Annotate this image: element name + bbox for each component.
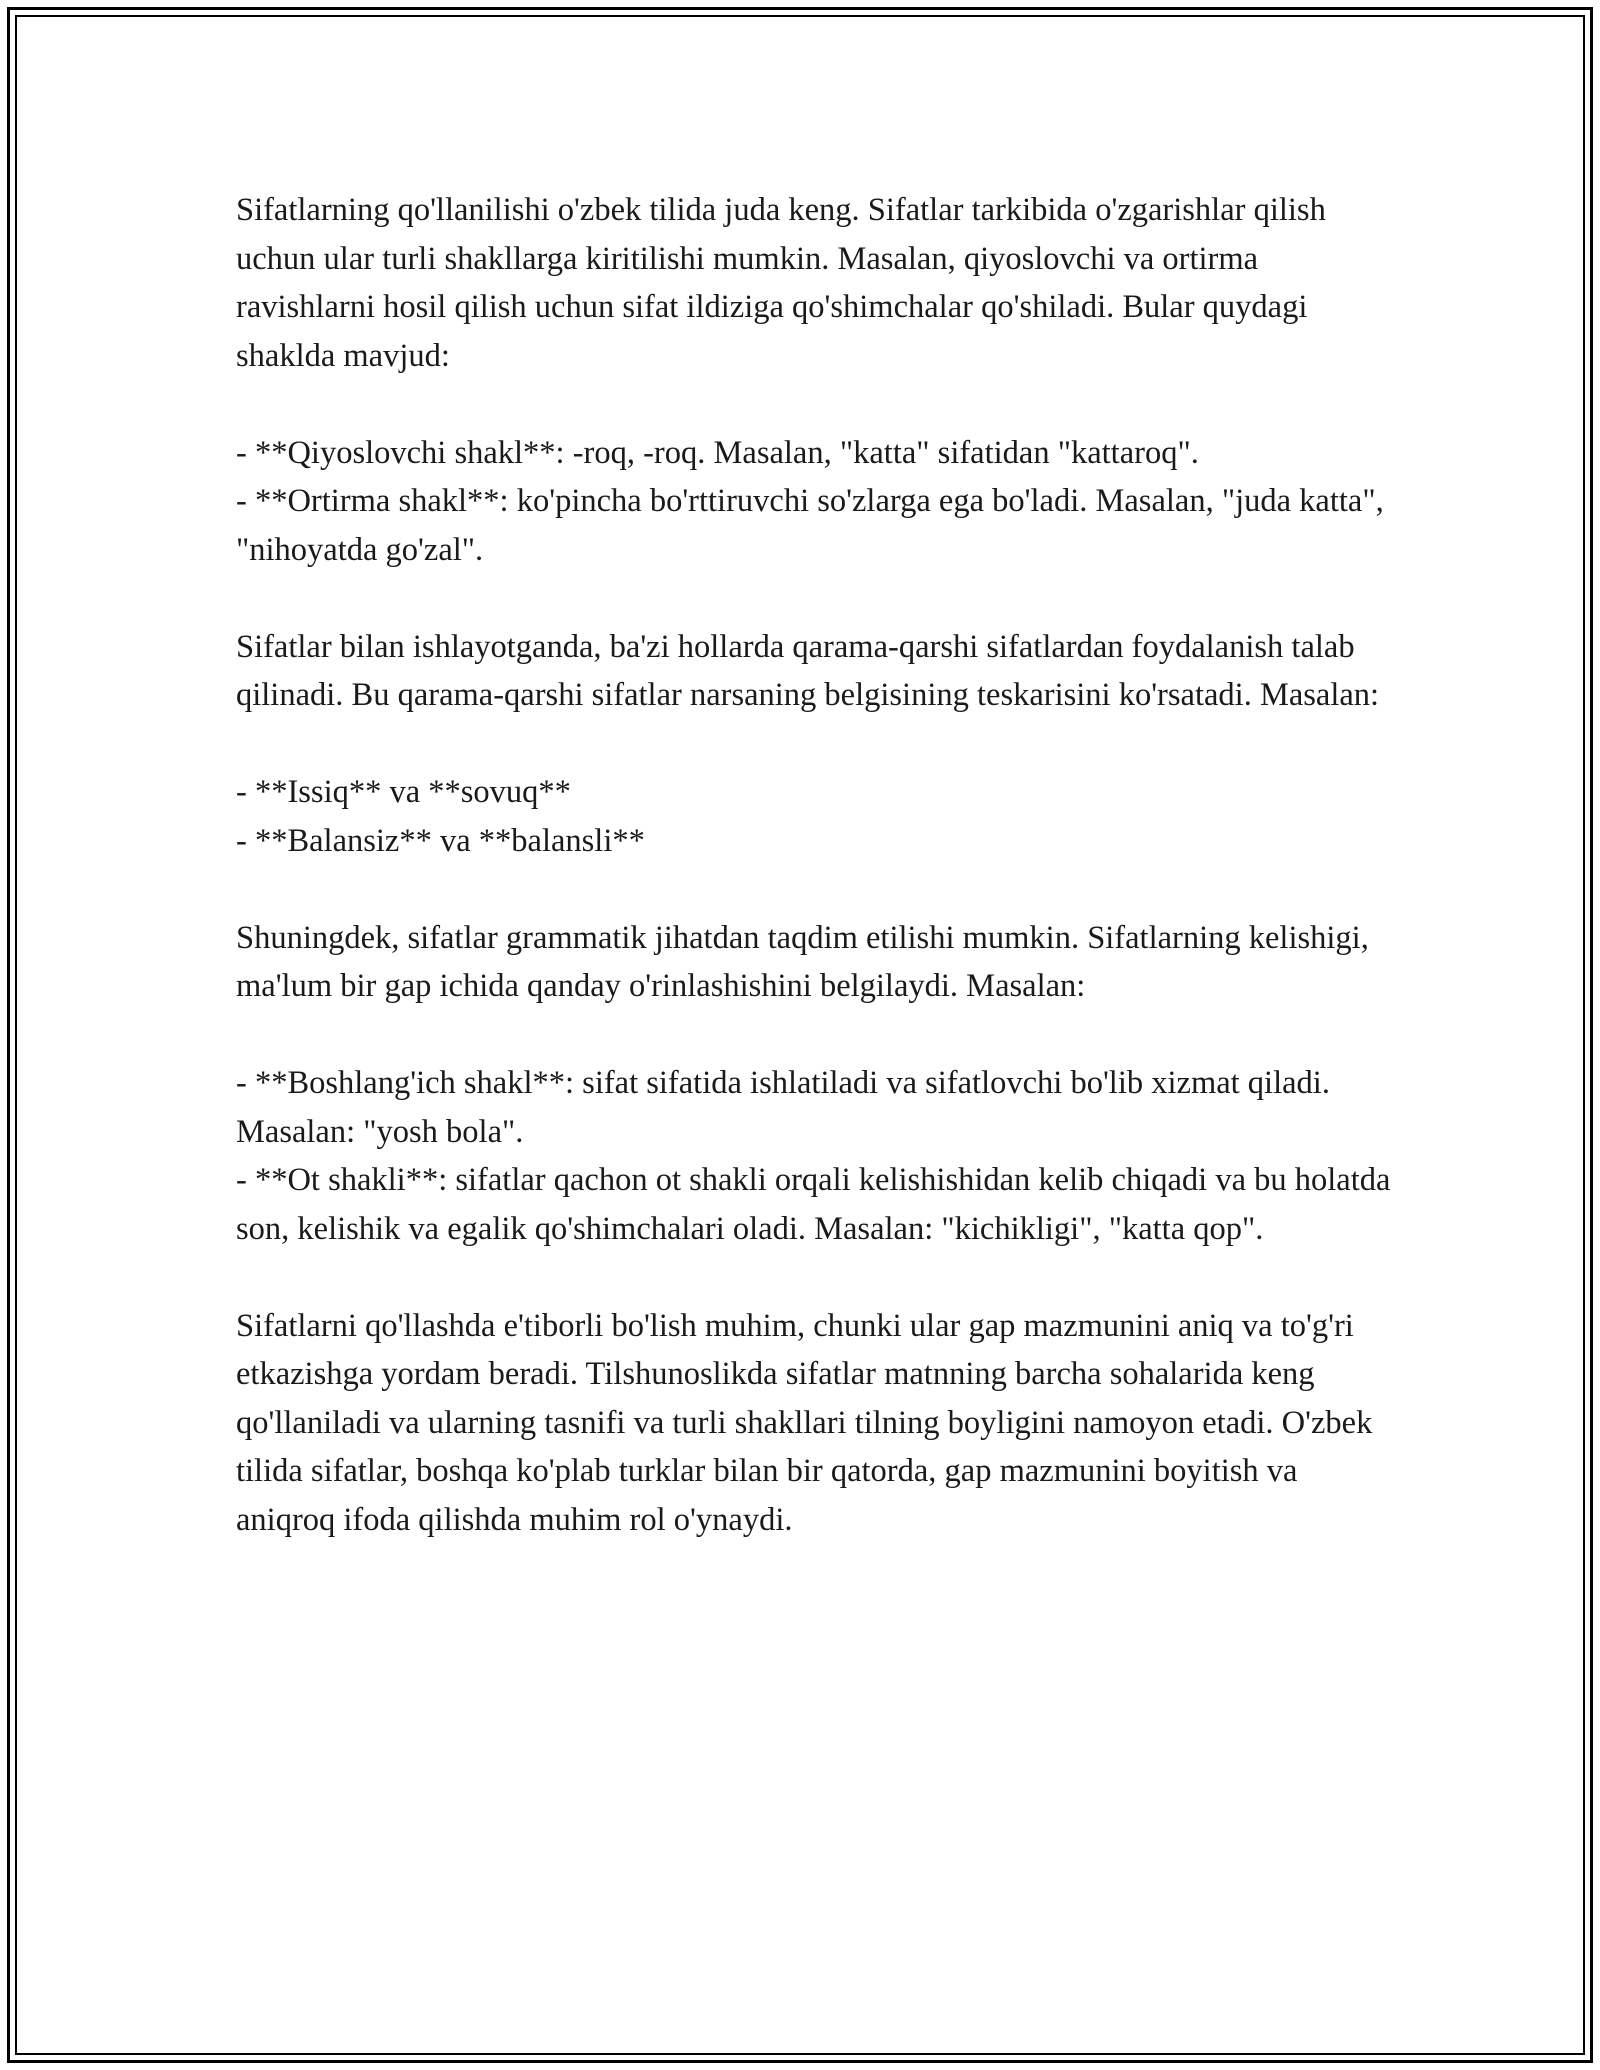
list-item-ortirma: - **Ortirma shakl**: ko'pincha bo'rttiruvchi so'zlarga ega bo'ladi. Masalan, "juda katta", "nihoyatda go'zal". bbox=[236, 483, 1384, 568]
list-item-ot-shakli: - **Ot shakli**: sifatlar qachon ot shakli orqali kelishishidan kelib chiqadi va bu holatda son, kelishik va egalik qo'shimchalari oladi. Masalan: "kichikligi", "katta qop". bbox=[236, 1162, 1391, 1247]
list-degree-forms bbox=[236, 429, 1396, 575]
paragraph-conclusion: Sifatlarni qo'llashda e'tiborli bo'lish muhim, chunki ular gap mazmunini aniq va to'g'ri etkazishga yordam beradi. Tilshunoslikda sifatlar matnning barcha sohalarida keng qo'llaniladi va ularning tasnifi va turli shakllari tilning boyligini namoyon etadi. O'zbek tilida sifatlar, boshqa ko'plab turklar bilan bir qatorda, gap mazmunini boyitish va aniqroq ifoda qilishda muhim rol o'ynaydi. bbox=[236, 1307, 1373, 1538]
list-item-boshlangich: - **Boshlang'ich shakl**: sifat sifatida ishlatiladi va sifatlovchi bo'lib xizmat qiladi. Masalan: "yosh bola". bbox=[236, 1065, 1330, 1150]
list-item-qiyoslovchi: - **Qiyoslovchi shakl**: -roq, -roq. Masalan, "katta" sifatidan "kattaroq". bbox=[236, 434, 1199, 471]
paragraph-grammar: Shuningdek, sifatlar grammatik jihatdan taqdim etilishi mumkin. Sifatlarning kelishigi, ma'lum bir gap ichida qanday o'rinlashishini belgilaydi. Masalan: bbox=[236, 919, 1369, 1004]
list-antonym-pairs bbox=[236, 768, 1396, 865]
paragraph-antonyms: Sifatlar bilan ishlayotganda, ba'zi hollarda qarama-qarshi sifatlardan foydalanish talab qilinadi. Bu qarama-qarshi sifatlar narsaning belgisining teskarisini ko'rsatadi. Masalan: bbox=[236, 628, 1380, 713]
list-grammatical-forms bbox=[236, 1059, 1396, 1253]
list-item-issiq-sovuq: - **Issiq** va **sovuq** bbox=[236, 774, 571, 810]
list-item-balansiz-balansli: - **Balansiz** va **balansli** bbox=[236, 822, 645, 859]
paragraph-intro: Sifatlarning qo'llanilishi o'zbek tilida juda keng. Sifatlar tarkibida o'zgarishlar qilish uchun ular turli shakllarga kiritilishi mumkin. Masalan, qiyoslovchi va ortirma ravishlarni hosil qilish uchun sifat ildiziga qo'shimchalar qo'shiladi. Bular quydagi shaklda mavjud: bbox=[236, 192, 1326, 374]
document-body bbox=[236, 186, 1396, 1544]
